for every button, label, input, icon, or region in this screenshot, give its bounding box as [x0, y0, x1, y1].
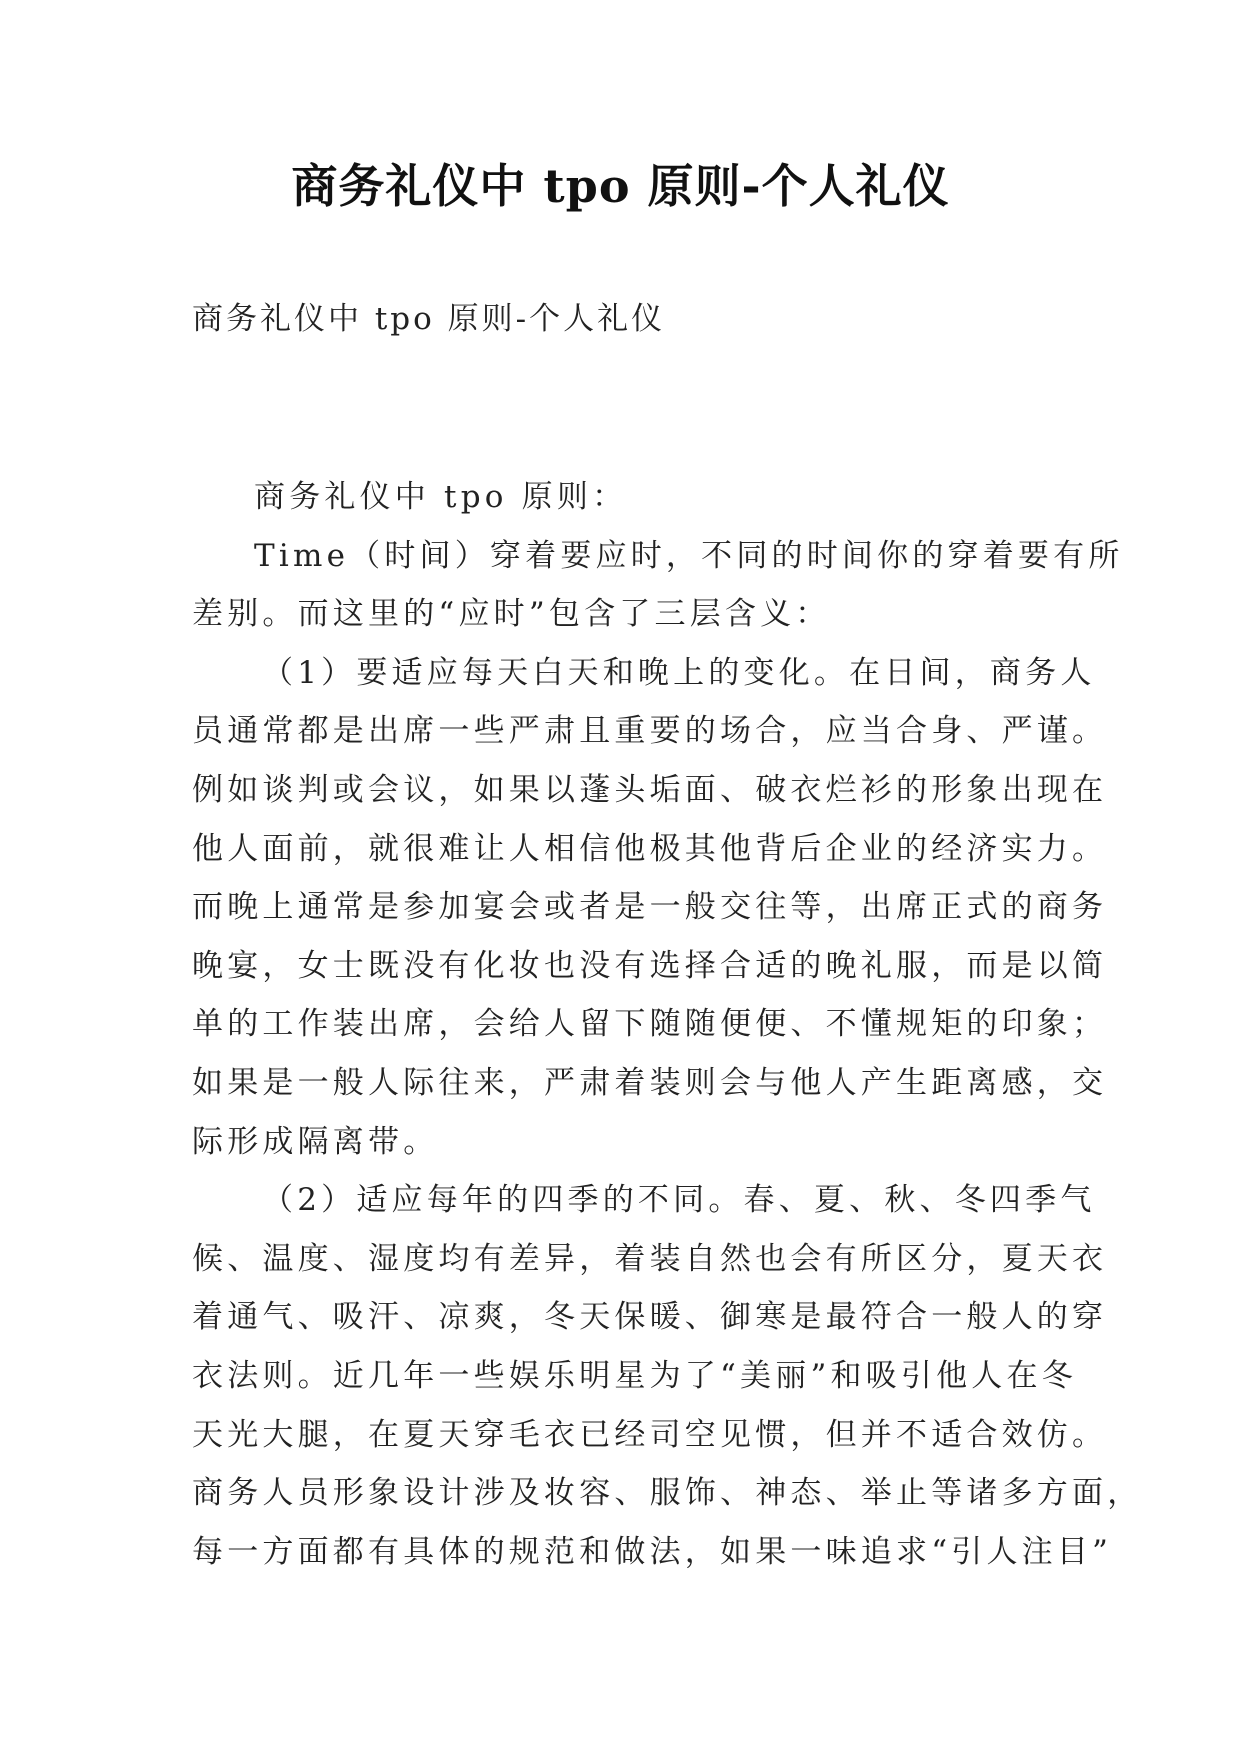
document-body	[192, 468, 1143, 1581]
paragraph-line: 如果是一般人际往来，严肃着装则会与他人产生距离感，交	[192, 1064, 1108, 1101]
paragraph-line: Time（时间）穿着要应时，不同的时间你的穿着要有所	[254, 537, 1124, 574]
paragraph-line: 着通气、吸汗、凉爽，冬天保暖、御寒是最符合一般人的穿	[192, 1299, 1108, 1336]
paragraph-line: 而晚上通常是参加宴会或者是一般交往等，出席正式的商务	[192, 889, 1108, 926]
paragraph-line: 每一方面都有具体的规范和做法，如果一味追求“引人注目”	[192, 1533, 1113, 1570]
paragraph-line: 他人面前，就很难让人相信他极其他背后企业的经济实力。	[192, 830, 1108, 867]
paragraph-line: 例如谈判或会议，如果以蓬头垢面、破衣烂衫的形象出现在	[192, 771, 1108, 808]
paragraph-line: 际形成隔离带。	[192, 1123, 439, 1160]
paragraph-line: 商务人员形象设计涉及妆容、服饰、神态、举止等诸多方面，	[192, 1475, 1143, 1512]
paragraph-line: 员通常都是出席一些严肃且重要的场合，应当合身、严谨。	[192, 713, 1108, 750]
paragraph-line: 衣法则。近几年一些娱乐明星为了“美丽”和吸引他人在冬	[192, 1357, 1077, 1394]
paragraph-line: 商务礼仪中 tpo 原则：	[254, 479, 628, 515]
paragraph-line: （1）要适应每天白天和晚上的变化。在日间，商务人	[262, 654, 1096, 691]
document-subtitle: 商务礼仪中 tpo 原则-个人礼仪	[192, 301, 666, 337]
paragraph-line: 天光大腿，在夏天穿毛衣已经司空见惯，但并不适合效仿。	[192, 1416, 1108, 1453]
paragraph-line: 单的工作装出席，会给人留下随随便便、不懂规矩的印象；	[192, 1006, 1108, 1043]
paragraph-line: （2）适应每年的四季的不同。春、夏、秋、冬四季气	[262, 1182, 1096, 1219]
paragraph-line: 晚宴，女士既没有化妆也没有选择合适的晚礼服，而是以简	[192, 947, 1108, 984]
paragraph-line: 候、温度、湿度均有差异，着装自然也会有所区分，夏天衣	[192, 1240, 1108, 1277]
document-title: 商务礼仪中 tpo 原则-个人礼仪	[291, 159, 950, 213]
paragraph-line: 差别。而这里的“应时”包含了三层含义：	[192, 596, 831, 633]
